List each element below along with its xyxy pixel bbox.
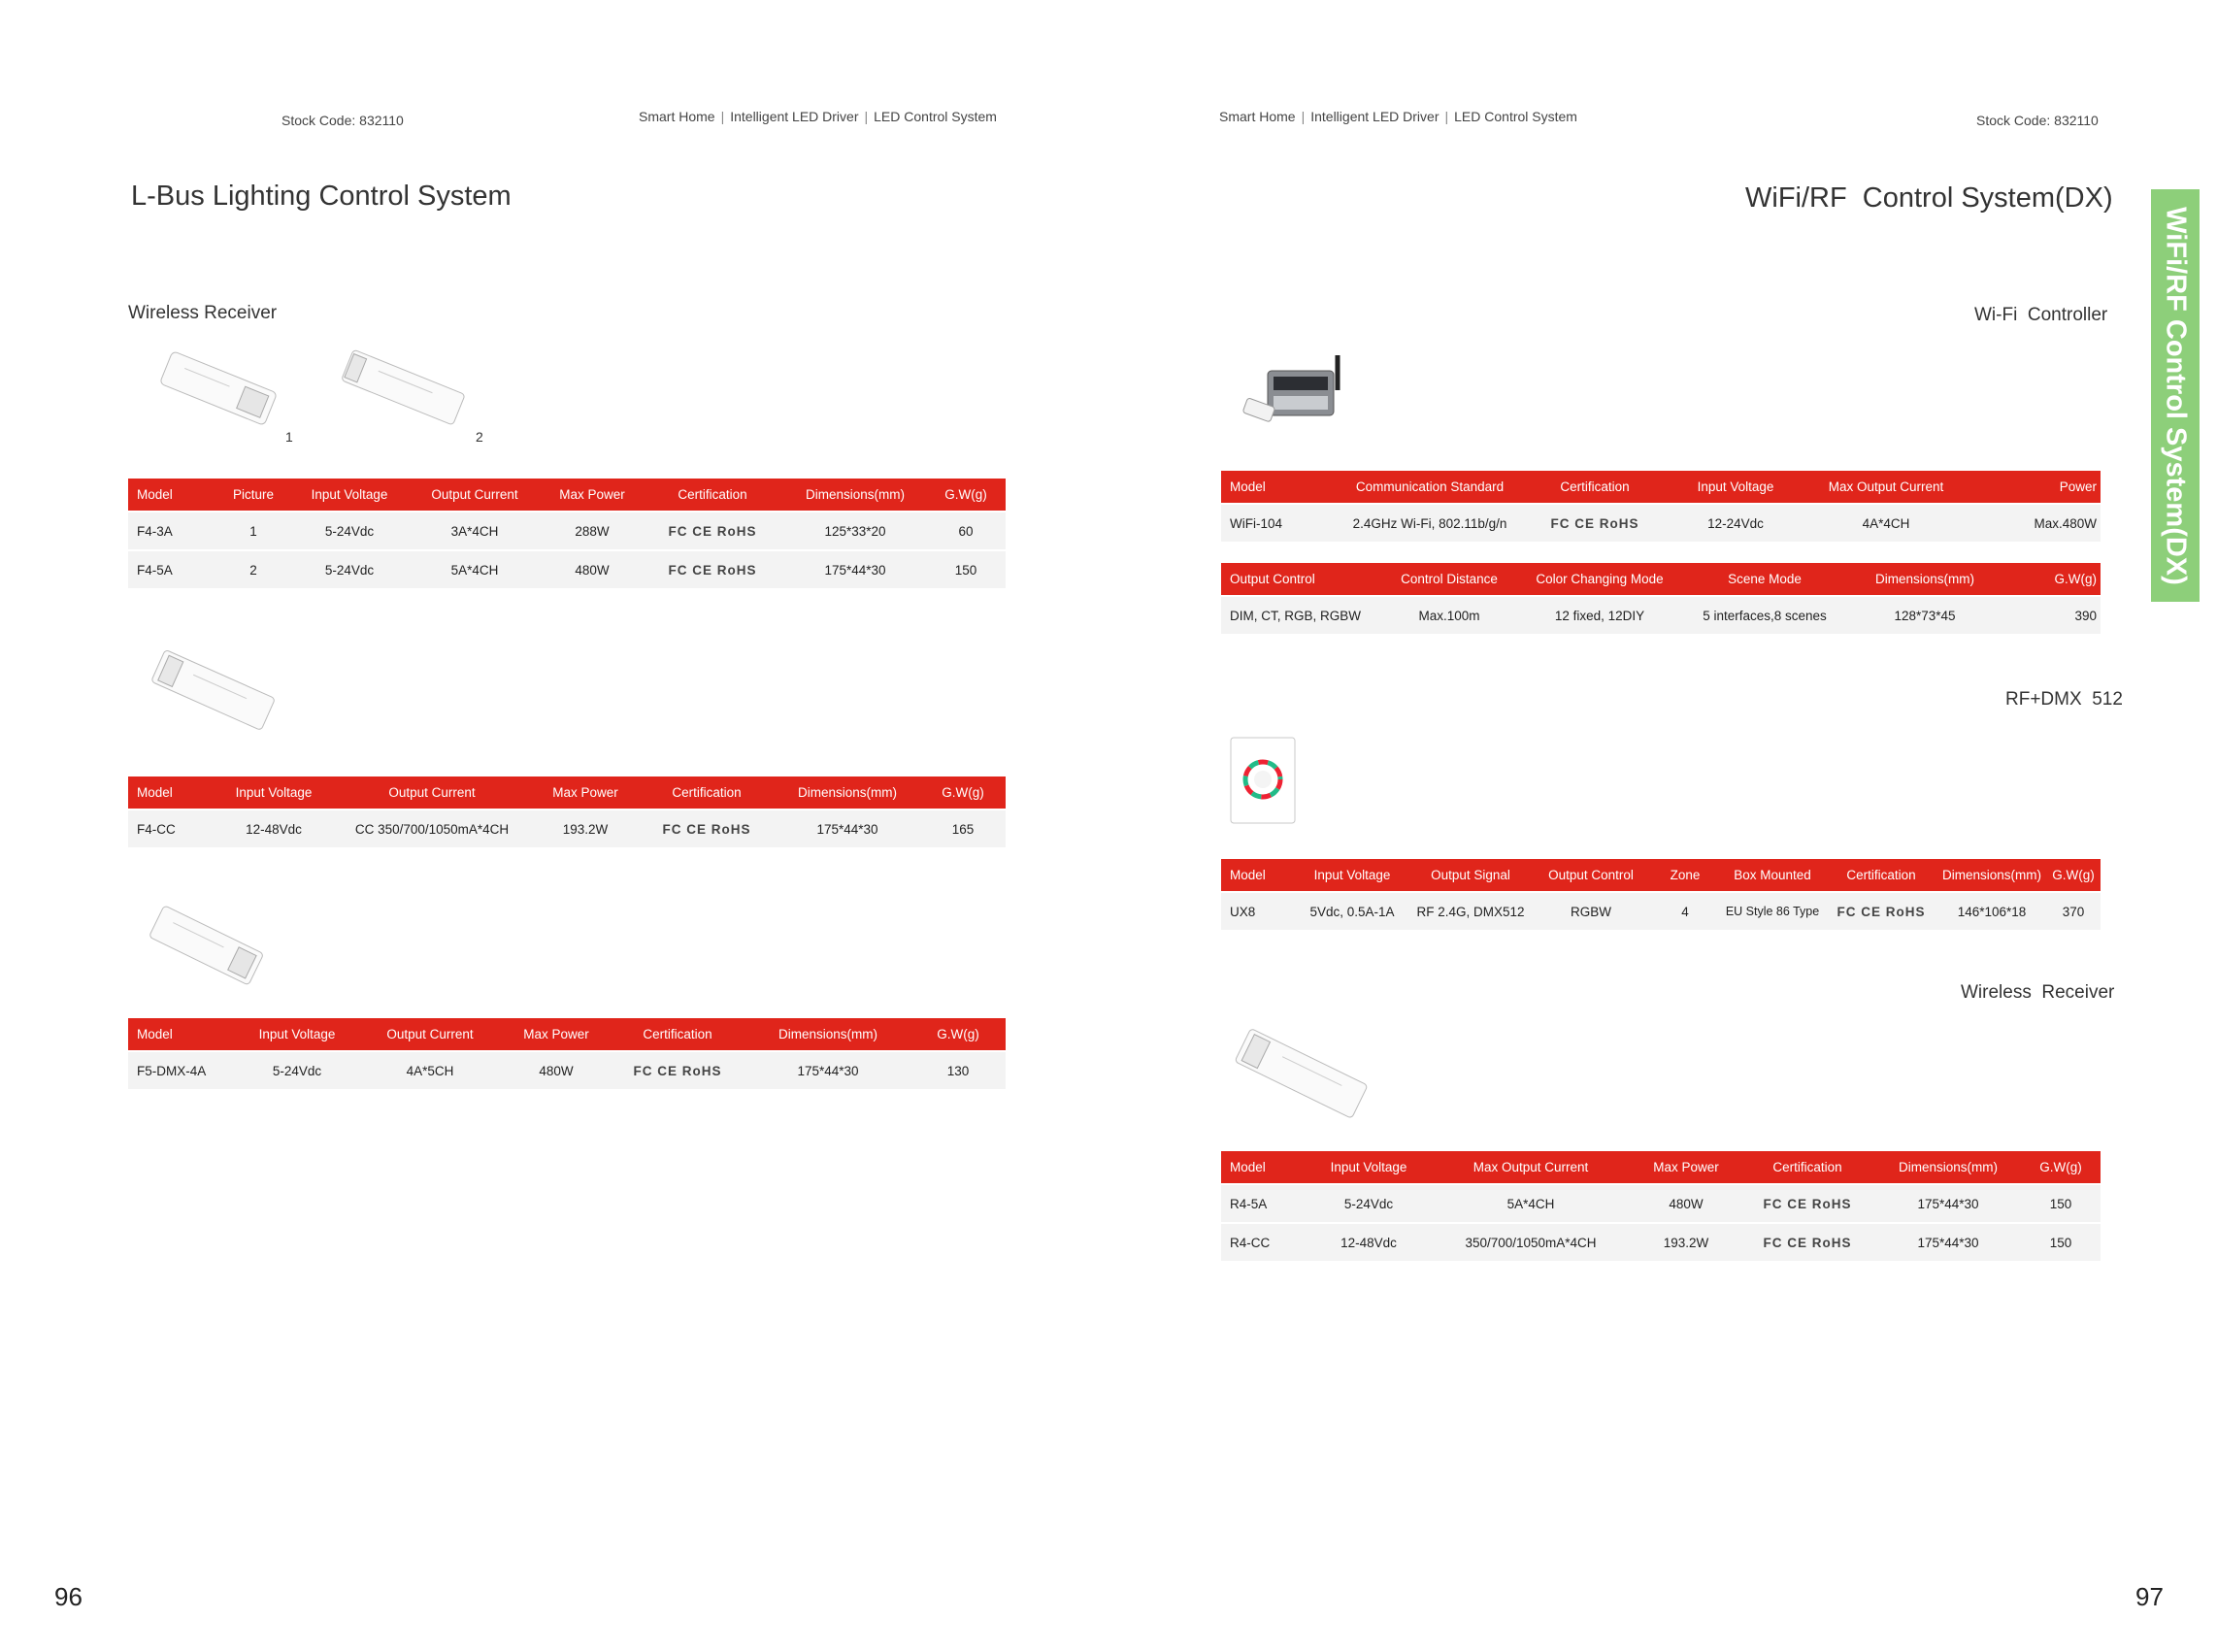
certification-marks: FC CE RoHS <box>639 809 775 847</box>
table-cell: RGBW <box>1532 892 1650 930</box>
header-cell: Zone <box>1650 859 1720 892</box>
header-cell: Certification <box>639 776 775 809</box>
header-cell: Scene Mode <box>1687 563 1842 596</box>
table-cell: 12-48Vdc <box>1308 1223 1429 1261</box>
certification-marks: FC CE RoHS <box>641 512 784 550</box>
header-cell: Max Power <box>532 776 639 809</box>
breadcrumb-item[interactable]: Smart Home <box>639 109 715 124</box>
table-cell: F4-CC <box>128 809 215 847</box>
table-row <box>1221 1184 2101 1223</box>
header-cell: Output Signal <box>1409 859 1532 892</box>
table-cell: 5-24Vdc <box>293 550 406 588</box>
header-cell: Certification <box>1739 1151 1875 1184</box>
breadcrumb-item[interactable]: Intelligent LED Driver <box>730 109 859 124</box>
header-cell: Certification <box>1825 859 1937 892</box>
table-cell: 125*33*20 <box>784 512 926 550</box>
table-cell: 390 <box>2007 596 2101 634</box>
table-cell: DIM, CT, RGB, RGBW <box>1221 596 1386 634</box>
table-cell: 193.2W <box>532 809 639 847</box>
breadcrumb-item[interactable]: LED Control System <box>1454 109 1577 124</box>
table-row <box>128 512 1006 550</box>
spec-table-f5-dmx <box>128 1018 1006 1089</box>
receiver-f4-cc-image <box>146 645 281 738</box>
table-row <box>1221 504 2101 542</box>
stock-code-right: Stock Code: 832110 <box>1976 113 2099 128</box>
header-cell: Output Current <box>332 776 532 809</box>
table-cell: 4 <box>1650 892 1720 930</box>
table-header-row <box>1221 563 2101 596</box>
header-cell: Certification <box>641 479 784 512</box>
breadcrumb-item[interactable]: Smart Home <box>1219 109 1296 124</box>
table-header-row <box>1221 471 2101 504</box>
table-cell: 480W <box>544 550 641 588</box>
image-caption: 1 <box>285 429 293 445</box>
header-cell: Input Voltage <box>1308 1151 1429 1184</box>
header-cell: Model <box>1221 1151 1308 1184</box>
header-cell: Communication Standard <box>1338 471 1522 504</box>
table-header-row <box>1221 859 2101 892</box>
table-cell: 5-24Vdc <box>293 512 406 550</box>
table-cell: 130 <box>910 1051 1006 1089</box>
table-cell: 370 <box>2046 892 2101 930</box>
certification-marks: FC CE RoHS <box>1739 1184 1875 1223</box>
table-row <box>128 550 1006 588</box>
page-number-left: 96 <box>54 1582 83 1611</box>
table-cell: 175*44*30 <box>1875 1184 2021 1223</box>
table-cell: F4-5A <box>128 550 214 588</box>
receiver-f4-3a-image <box>150 349 286 432</box>
table-cell: 5A*4CH <box>1429 1184 1633 1223</box>
rf-dmx-panel-image <box>1229 736 1299 827</box>
certification-marks: FC CE RoHS <box>641 550 784 588</box>
receiver-r4-image <box>1229 1024 1374 1126</box>
certification-marks: FC CE RoHS <box>610 1051 745 1089</box>
header-cell: Dimensions(mm) <box>1875 1151 2021 1184</box>
table-row <box>1221 1223 2101 1261</box>
table-header-row <box>128 1018 1006 1051</box>
header-cell: Color Changing Mode <box>1512 563 1687 596</box>
header-cell: G.W(g) <box>920 776 1006 809</box>
table-cell: 5Vdc, 0.5A-1A <box>1295 892 1409 930</box>
header-cell: Output Control <box>1532 859 1650 892</box>
table-cell: RF 2.4G, DMX512 <box>1409 892 1532 930</box>
certification-marks: FC CE RoHS <box>1825 892 1937 930</box>
header-cell: Input Voltage <box>237 1018 357 1051</box>
table-cell: Max.100m <box>1386 596 1512 634</box>
table-cell: F5-DMX-4A <box>128 1051 237 1089</box>
table-row <box>128 1051 1006 1089</box>
header-cell: Output Current <box>406 479 544 512</box>
table-cell: Max.480W <box>1969 504 2101 542</box>
header-cell: Model <box>128 776 215 809</box>
header-cell: Max Output Current <box>1803 471 1969 504</box>
header-cell: Model <box>1221 859 1295 892</box>
table-cell: 150 <box>926 550 1006 588</box>
table-header-row <box>128 479 1006 512</box>
table-cell: 5-24Vdc <box>237 1051 357 1089</box>
receiver-f4-5a-image <box>335 349 471 432</box>
header-cell: Model <box>128 479 214 512</box>
table-cell: 480W <box>503 1051 610 1089</box>
header-cell: Dimensions(mm) <box>1937 859 2046 892</box>
table-cell: 350/700/1050mA*4CH <box>1429 1223 1633 1261</box>
header-cell: Input Voltage <box>293 479 406 512</box>
spec-table-wifi-a <box>1221 471 2101 542</box>
section-rf-dmx: RF+DMX 512 <box>2005 689 2123 710</box>
header-cell: Certification <box>1522 471 1668 504</box>
table-header-row <box>128 776 1006 809</box>
table-cell: 288W <box>544 512 641 550</box>
breadcrumb-right: Smart Home | Intelligent LED Driver | LED Control System <box>1219 109 1577 124</box>
receiver-f5-dmx-image <box>144 901 270 993</box>
table-cell: 4A*5CH <box>357 1051 503 1089</box>
table-cell: 5 interfaces,8 scenes <box>1687 596 1842 634</box>
table-row <box>1221 596 2101 634</box>
table-cell: 3A*4CH <box>406 512 544 550</box>
table-row <box>128 809 1006 847</box>
header-cell: Control Distance <box>1386 563 1512 596</box>
header-cell: Input Voltage <box>215 776 332 809</box>
header-cell: Power <box>1969 471 2101 504</box>
table-cell: UX8 <box>1221 892 1295 930</box>
table-cell: F4-3A <box>128 512 214 550</box>
header-cell: G.W(g) <box>926 479 1006 512</box>
table-cell: 60 <box>926 512 1006 550</box>
table-cell: 175*44*30 <box>775 809 920 847</box>
table-cell: 165 <box>920 809 1006 847</box>
breadcrumb-item[interactable]: LED Control System <box>874 109 997 124</box>
table-cell: 4A*4CH <box>1803 504 1969 542</box>
table-cell: 480W <box>1633 1184 1739 1223</box>
side-tab-label: WiFi/RF Control System(DX) <box>2160 206 2192 585</box>
table-cell: 150 <box>2021 1184 2101 1223</box>
table-cell: 175*44*30 <box>1875 1223 2021 1261</box>
page-title-right: WiFi/RF Control System(DX) <box>1745 182 2113 214</box>
table-cell: 12-24Vdc <box>1668 504 1803 542</box>
header-cell: G.W(g) <box>910 1018 1006 1051</box>
wifi-controller-image <box>1241 351 1357 437</box>
breadcrumb-left: Smart Home | Intelligent LED Driver | LED Control System <box>639 109 997 124</box>
spec-table-wifi-b <box>1221 563 2101 634</box>
header-cell: Dimensions(mm) <box>775 776 920 809</box>
table-cell: 2.4GHz Wi-Fi, 802.11b/g/n <box>1338 504 1522 542</box>
table-cell: R4-CC <box>1221 1223 1308 1261</box>
table-cell: 12-48Vdc <box>215 809 332 847</box>
table-cell: CC 350/700/1050mA*4CH <box>332 809 532 847</box>
header-cell: Max Power <box>544 479 641 512</box>
certification-marks: FC CE RoHS <box>1739 1223 1875 1261</box>
table-cell: 12 fixed, 12DIY <box>1512 596 1687 634</box>
certification-marks: FC CE RoHS <box>1522 504 1668 542</box>
table-cell: 2 <box>214 550 293 588</box>
header-cell: G.W(g) <box>2046 859 2101 892</box>
spec-table-r4 <box>1221 1151 2101 1261</box>
table-header-row <box>1221 1151 2101 1184</box>
spec-table-f4 <box>128 479 1006 588</box>
page-title-left: L-Bus Lighting Control System <box>131 181 512 212</box>
header-cell: Max Power <box>1633 1151 1739 1184</box>
header-cell: Output Current <box>357 1018 503 1051</box>
header-cell: Model <box>128 1018 237 1051</box>
table-cell: 5A*4CH <box>406 550 544 588</box>
side-tab <box>2151 189 2200 602</box>
breadcrumb-item[interactable]: Intelligent LED Driver <box>1310 109 1439 124</box>
header-cell: Dimensions(mm) <box>1842 563 2007 596</box>
header-cell: Dimensions(mm) <box>745 1018 910 1051</box>
table-row <box>1221 892 2101 930</box>
table-cell: R4-5A <box>1221 1184 1308 1223</box>
header-cell: Input Voltage <box>1295 859 1409 892</box>
header-cell: Box Mounted <box>1720 859 1825 892</box>
image-caption: 2 <box>476 429 483 445</box>
stock-code-left: Stock Code: 832110 <box>281 113 404 128</box>
header-cell: Max Power <box>503 1018 610 1051</box>
table-cell: 1 <box>214 512 293 550</box>
table-cell: 128*73*45 <box>1842 596 2007 634</box>
table-cell: 5-24Vdc <box>1308 1184 1429 1223</box>
table-cell: 193.2W <box>1633 1223 1739 1261</box>
page-number-right: 97 <box>2135 1582 2164 1611</box>
header-cell: Max Output Current <box>1429 1151 1633 1184</box>
header-cell: Input Voltage <box>1668 471 1803 504</box>
table-cell: 150 <box>2021 1223 2101 1261</box>
header-cell: Certification <box>610 1018 745 1051</box>
section-wireless-receiver: Wireless Receiver <box>128 303 278 323</box>
header-cell: G.W(g) <box>2007 563 2101 596</box>
spec-table-rf-dmx <box>1221 859 2101 930</box>
header-cell: G.W(g) <box>2021 1151 2101 1184</box>
table-cell: 146*106*18 <box>1937 892 2046 930</box>
table-cell: 175*44*30 <box>745 1051 910 1089</box>
table-cell: WiFi-104 <box>1221 504 1338 542</box>
table-cell: EU Style 86 Type <box>1720 892 1825 930</box>
table-cell: 175*44*30 <box>784 550 926 588</box>
header-cell: Output Control <box>1221 563 1386 596</box>
header-cell: Picture <box>214 479 293 512</box>
header-cell: Model <box>1221 471 1338 504</box>
section-wireless-receiver-right: Wireless Receiver <box>1961 982 2115 1003</box>
spec-table-f4-cc <box>128 776 1006 847</box>
header-cell: Dimensions(mm) <box>784 479 926 512</box>
section-wifi-controller: Wi-Fi Controller <box>1974 305 2108 325</box>
